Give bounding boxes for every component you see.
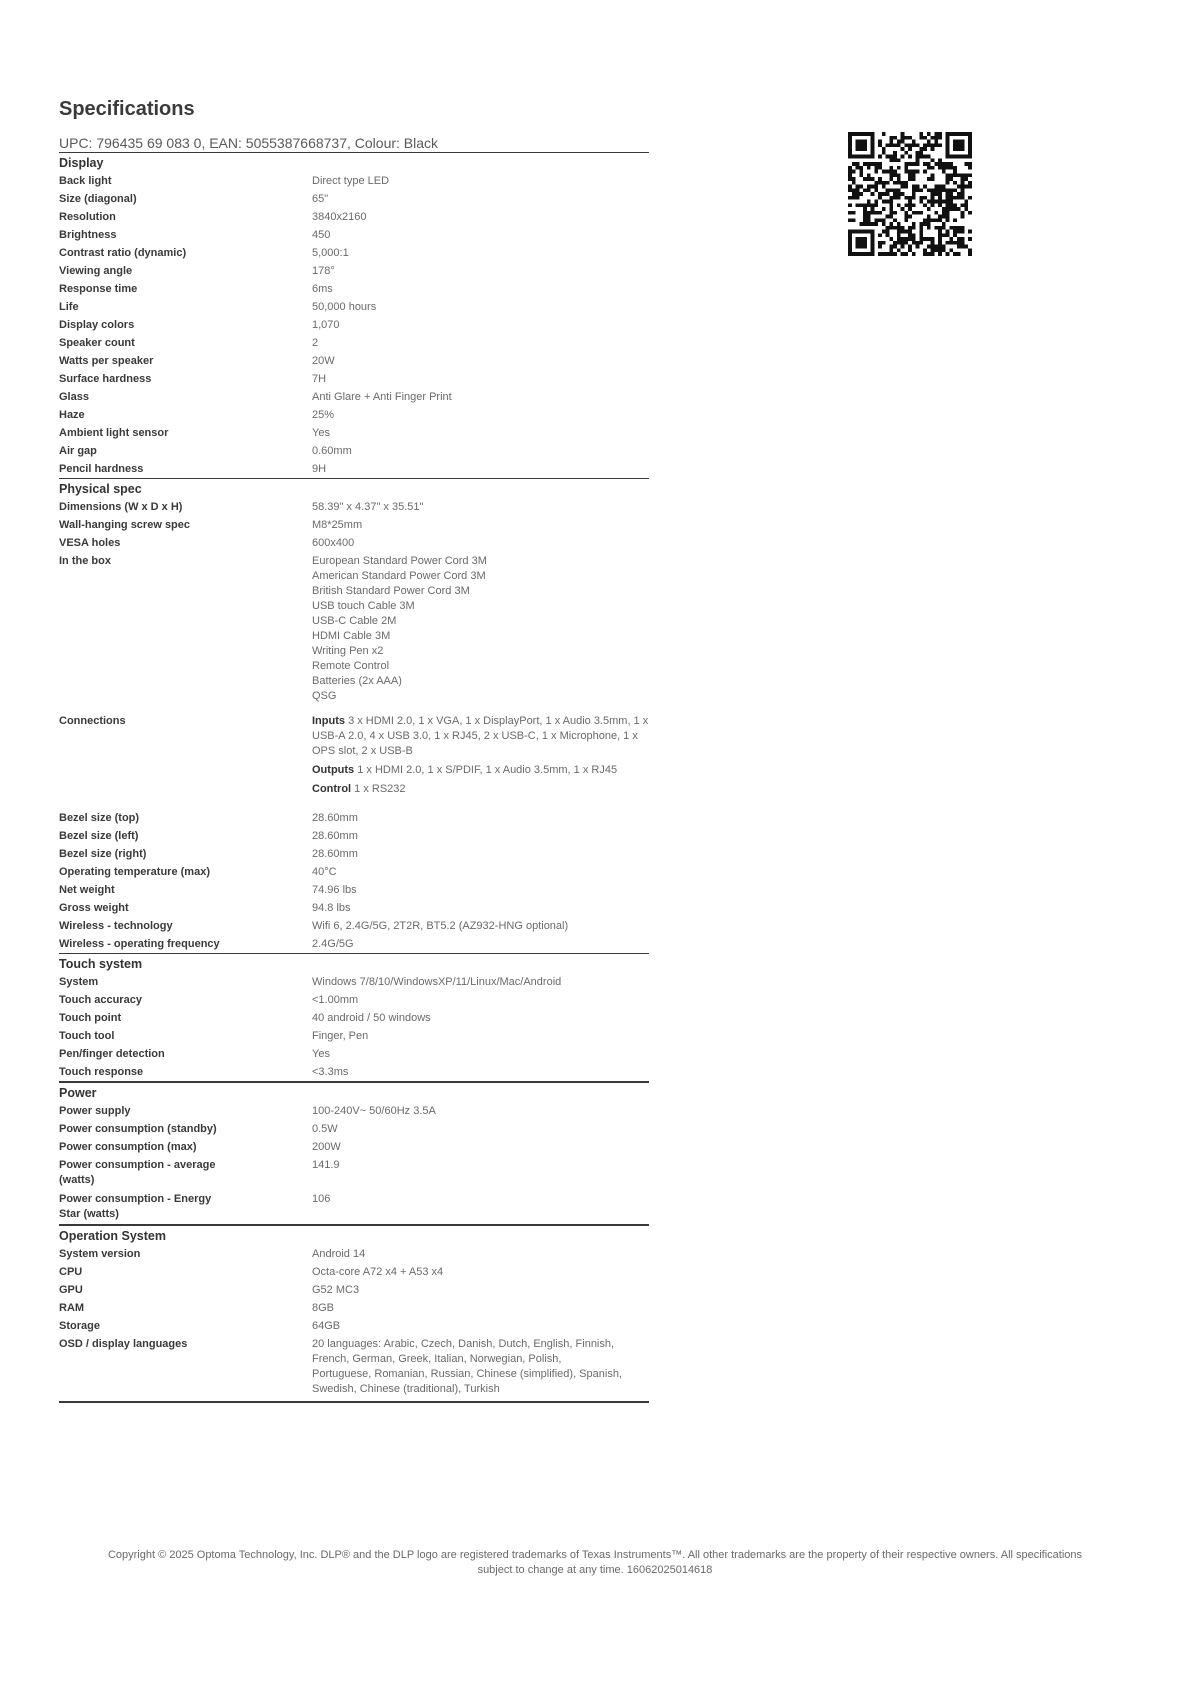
display-rows: [59, 172, 649, 478]
osd-line: 20 languages: Arabic, Czech, Danish, Dutch, English, Finnish,: [312, 1338, 615, 1350]
spec-key: Storage: [59, 1320, 100, 1332]
section-title: Power: [59, 1086, 97, 1100]
box-item: Batteries (2x AAA): [312, 675, 402, 687]
spec-key: GPU: [59, 1284, 83, 1296]
spec-value: Finger, Pen: [312, 1030, 369, 1042]
spec-key-line: (watts): [59, 1174, 95, 1186]
spec-key: Speaker count: [59, 337, 135, 349]
spec-row: [59, 460, 649, 478]
spec-row: [59, 1045, 649, 1063]
spec-key: Power supply: [59, 1105, 131, 1117]
spec-row: [59, 370, 649, 388]
spec-key: In the box: [59, 555, 111, 567]
spec-value: 1,070: [312, 319, 340, 331]
spec-key-line: Power consumption - average: [59, 1159, 216, 1171]
spec-row: [59, 190, 649, 208]
box-item: American Standard Power Cord 3M: [312, 570, 486, 582]
spec-table: [59, 152, 649, 1403]
physical-rows-bottom: [59, 809, 649, 953]
spec-row: [59, 262, 649, 280]
spec-row: [59, 863, 649, 881]
spec-row: [59, 1245, 649, 1263]
spec-row: [59, 424, 649, 442]
spec-row-in-the-box: [59, 552, 649, 706]
spec-key: Life: [59, 301, 79, 313]
spec-value: 200W: [312, 1141, 341, 1153]
spec-key: Pencil hardness: [59, 463, 144, 475]
section-touch: [59, 953, 649, 1081]
spec-row-connections: [59, 712, 649, 803]
spec-value: 6ms: [312, 283, 333, 295]
box-item: QSG: [312, 690, 337, 702]
spec-key: OSD / display languages: [59, 1338, 188, 1350]
spec-value: 50,000 hours: [312, 301, 377, 313]
spec-value: [312, 1335, 649, 1399]
spec-value: 40°C: [312, 866, 337, 878]
spec-key: Viewing angle: [59, 265, 133, 277]
spec-key: [59, 1190, 312, 1224]
spec-key: Haze: [59, 409, 85, 421]
spec-row-osd-languages: [59, 1335, 649, 1399]
spec-value: 58.39" x 4.37" x 35.51": [312, 501, 424, 513]
section-physical: [59, 478, 649, 953]
spec-value: Windows 7/8/10/WindowsXP/11/Linux/Mac/Android: [312, 976, 562, 988]
spec-key: Air gap: [59, 445, 97, 457]
spec-value: <1.00mm: [312, 994, 359, 1006]
section-os: [59, 1224, 649, 1399]
spec-value: 100-240V~ 50/60Hz 3.5A: [312, 1105, 436, 1117]
spec-key: Touch tool: [59, 1030, 115, 1042]
spec-value: 9H: [312, 463, 327, 475]
spec-row: [59, 1317, 649, 1335]
spec-row: [59, 917, 649, 935]
spec-value: 0.5W: [312, 1123, 338, 1135]
spec-row: [59, 244, 649, 262]
control-value: 1 x RS232: [354, 783, 406, 795]
spec-row: [59, 1063, 649, 1081]
spec-value: Anti Glare + Anti Finger Print: [312, 391, 452, 403]
spec-row: [59, 935, 649, 953]
osd-line: Swedish, Chinese (traditional), Turkish: [312, 1383, 500, 1395]
spec-value: 2: [312, 337, 319, 349]
spec-value: 106: [312, 1193, 331, 1205]
spec-row: [59, 172, 649, 190]
spec-key: Back light: [59, 175, 112, 187]
spec-key: [59, 1156, 312, 1190]
spec-key: Pen/finger detection: [59, 1048, 165, 1060]
spec-row: [59, 845, 649, 863]
inputs-label: Inputs: [312, 715, 345, 727]
spec-key-line: Star (watts): [59, 1208, 119, 1220]
spec-key: Touch accuracy: [59, 994, 142, 1006]
spec-value: G52 MC3: [312, 1284, 360, 1296]
spec-value: 0.60mm: [312, 445, 352, 457]
box-item: USB-C Cable 2M: [312, 615, 397, 627]
spec-key: CPU: [59, 1266, 83, 1278]
spec-key: Contrast ratio (dynamic): [59, 247, 187, 259]
spec-key: Power consumption (standby): [59, 1123, 217, 1135]
spec-value: Direct type LED: [312, 175, 390, 187]
spec-key: Touch point: [59, 1012, 122, 1024]
spec-value: 178°: [312, 265, 335, 277]
spec-value: 600x400: [312, 537, 355, 549]
spec-row: [59, 226, 649, 244]
spec-value: Yes: [312, 1048, 330, 1060]
spec-row: [59, 516, 649, 534]
spec-row: [59, 280, 649, 298]
spec-value: 74.96 lbs: [312, 884, 357, 896]
outputs-label: Outputs: [312, 764, 355, 776]
footer-line: subject to change at any time. 16062025014618: [477, 1564, 713, 1576]
section-title: Touch system: [59, 957, 143, 971]
os-rows: [59, 1245, 649, 1335]
spec-value: M8*25mm: [312, 519, 363, 531]
spec-value: Octa-core A72 x4 + A53 x4: [312, 1266, 444, 1278]
spec-row: [59, 1281, 649, 1299]
spec-key: Wall-hanging screw spec: [59, 519, 191, 531]
spec-row: [59, 442, 649, 460]
product-codes: UPC: 796435 69 083 0, EAN: 5055387668737, Colour: Black: [59, 135, 439, 151]
osd-line: Portuguese, Romanian, Russian, Chinese (simplified), Spanish,: [312, 1368, 622, 1380]
spec-key: Gross weight: [59, 902, 129, 914]
spec-row: [59, 498, 649, 516]
spec-value: 28.60mm: [312, 830, 358, 842]
spec-row: [59, 1009, 649, 1027]
outputs-value: 1 x HDMI 2.0, 1 x S/PDIF, 1 x Audio 3.5mm, 1 x RJ45: [357, 764, 618, 776]
spec-key: Watts per speaker: [59, 355, 154, 367]
spec-key: Size (diagonal): [59, 193, 137, 205]
box-item: Remote Control: [312, 660, 390, 672]
spec-row: [59, 1027, 649, 1045]
spec-value: 28.60mm: [312, 812, 358, 824]
spec-value: 5,000:1: [312, 247, 349, 259]
spec-key: Resolution: [59, 211, 116, 223]
spec-row: [59, 534, 649, 552]
spec-row-power-energy-star: [59, 1190, 649, 1224]
spec-value: <3.3ms: [312, 1066, 349, 1078]
control-label: Control: [312, 783, 352, 795]
page-title: Specifications: [59, 98, 195, 120]
spec-key-line: Power consumption - Energy: [59, 1193, 212, 1205]
in-the-box-list: [312, 552, 649, 706]
spec-row: [59, 991, 649, 1009]
spec-key: Wireless - technology: [59, 920, 173, 932]
spec-value: 28.60mm: [312, 848, 358, 860]
spec-value: 450: [312, 229, 331, 241]
spec-key: Bezel size (left): [59, 830, 139, 842]
table-end-rule: [59, 1401, 649, 1403]
spec-row: [59, 406, 649, 424]
spec-key: System version: [59, 1248, 141, 1260]
box-item: European Standard Power Cord 3M: [312, 555, 487, 567]
section-title: Operation System: [59, 1229, 166, 1243]
spec-row: [59, 881, 649, 899]
spec-row: [59, 973, 649, 991]
box-item: HDMI Cable 3M: [312, 630, 391, 642]
spec-row: [59, 1120, 649, 1138]
spec-row: [59, 298, 649, 316]
spec-key: Connections: [59, 715, 126, 727]
spec-value: Yes: [312, 427, 330, 439]
spec-value: 64GB: [312, 1320, 341, 1332]
spec-value: 40 android / 50 windows: [312, 1012, 431, 1024]
spec-value: 8GB: [312, 1302, 335, 1314]
spec-key: Net weight: [59, 884, 115, 896]
spec-value: 141.9: [312, 1159, 340, 1171]
osd-line: French, German, Greek, Italian, Norwegian, Polish,: [312, 1353, 562, 1365]
spec-key: Touch response: [59, 1066, 144, 1078]
spec-value: 94.8 lbs: [312, 902, 351, 914]
spec-row-power-average: [59, 1156, 649, 1190]
footer-line: Copyright © 2025 Optoma Technology, Inc. DLP® and the DLP logo are registered trademarks of Texas Instruments™. All other trademarks are the property of their respective owners. All specifications: [107, 1549, 1083, 1561]
spec-value: 65": [312, 193, 329, 205]
spec-key: Ambient light sensor: [59, 427, 169, 439]
box-item: Writing Pen x2: [312, 645, 384, 657]
spec-value: 20W: [312, 355, 335, 367]
physical-rows-top: [59, 498, 649, 552]
spec-key: Display colors: [59, 319, 135, 331]
section-display: [59, 152, 649, 478]
spec-key: Glass: [59, 391, 89, 403]
spec-value: 3840x2160: [312, 211, 367, 223]
spec-value: 2.4G/5G: [312, 938, 354, 950]
spec-row: [59, 352, 649, 370]
spec-row: [59, 1299, 649, 1317]
footer: [60, 1548, 1130, 1578]
spec-key: Wireless - operating frequency: [59, 938, 220, 950]
spec-key: VESA holes: [59, 537, 121, 549]
spec-value: 7H: [312, 373, 327, 385]
spec-key: Bezel size (right): [59, 848, 147, 860]
spec-row: [59, 1102, 649, 1120]
spec-key: Bezel size (top): [59, 812, 140, 824]
section-title: Physical spec: [59, 482, 142, 496]
spec-key: Operating temperature (max): [59, 866, 210, 878]
spec-row: [59, 334, 649, 352]
spec-row: [59, 809, 649, 827]
touch-rows: [59, 973, 649, 1081]
spec-value: 25%: [312, 409, 335, 421]
section-power: [59, 1081, 649, 1224]
power-rows: [59, 1102, 649, 1156]
spec-row: [59, 1263, 649, 1281]
section-title: Display: [59, 156, 104, 170]
inputs-value: 3 x HDMI 2.0, 1 x VGA, 1 x DisplayPort, 1 x Audio 3.5mm, 1 x USB-A 2.0, 4 x USB 3.0, 1 x RJ45, 2 x USB-C, 1 x Microphone, 1 x OPS slot, 2 x USB-B: [312, 715, 649, 757]
spec-row: [59, 208, 649, 226]
spec-key: Response time: [59, 283, 138, 295]
spec-key: Dimensions (W x D x H): [59, 501, 183, 513]
box-item: British Standard Power Cord 3M: [312, 585, 470, 597]
spec-value: Android 14: [312, 1248, 366, 1260]
spec-row: [59, 827, 649, 845]
spec-key: Brightness: [59, 229, 117, 241]
connections-value: [312, 712, 649, 803]
spec-key: Power consumption (max): [59, 1141, 197, 1153]
box-item: USB touch Cable 3M: [312, 600, 415, 612]
spec-key: RAM: [59, 1302, 85, 1314]
spec-row: [59, 316, 649, 334]
spec-row: [59, 388, 649, 406]
spec-value: Wifi 6, 2.4G/5G, 2T2R, BT5.2 (AZ932-HNG optional): [312, 920, 569, 932]
spec-key: System: [59, 976, 99, 988]
spec-row: [59, 899, 649, 917]
qr-code: [848, 132, 972, 256]
spec-row: [59, 1138, 649, 1156]
spec-key: Surface hardness: [59, 373, 152, 385]
